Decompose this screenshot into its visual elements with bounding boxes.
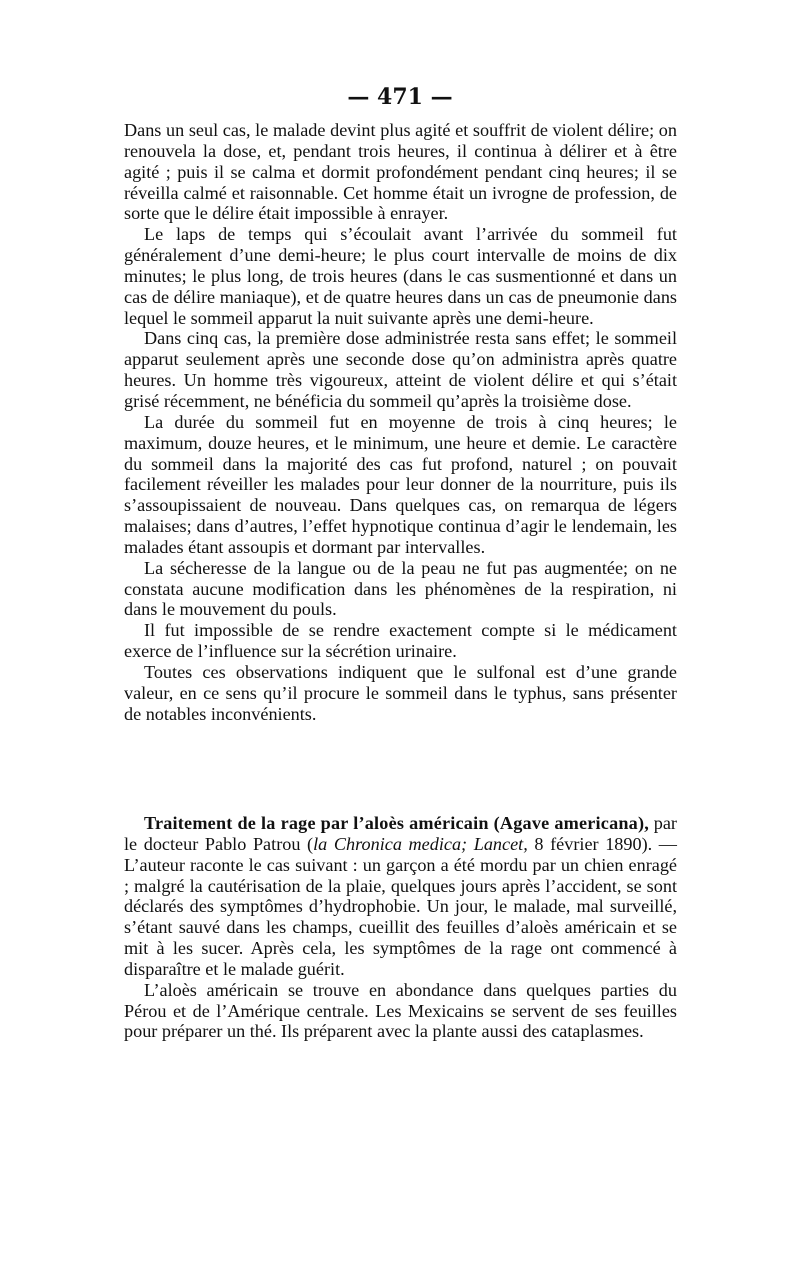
paragraph: Le laps de temps qui s’écoulait avant l’arrivée du sommeil fut généralement d’une demi-heure; le plus court intervalle de moins de dix minutes; le plus long, de trois heures (dans le cas susmentionné et dans un cas de délire maniaque), et de quatre heures dans un cas de pneumonie dans lequel le sommeil apparut la nuit suivante après une demi-heure.	[124, 224, 677, 328]
article-body-text: 8 février 1890). — L’auteur raconte le cas suivant : un garçon a été mordu par un chien enragé ; malgré la cautérisation de la plaie, quelques jours après l’accident, se sont déclarés des symptômes d’hydrophobie. Un jour, le malade, mal surveillé, s’étant sauvé dans les champs, cueillit des feuilles d’aloès américain et se mit à les sucer. Après cela, les symptômes de la rage ont commencé à disparaître et le malade guérit.	[124, 833, 677, 979]
article-opening-paragraph	[124, 813, 677, 980]
rabies-article	[124, 813, 677, 1042]
sulfonal-article	[124, 120, 677, 724]
paragraph: Il fut impossible de se rendre exactement compte si le médicament exerce de l’influence sur la sécrétion urinaire.	[124, 620, 677, 662]
author-credit: par le docteur Pablo Patrou (	[124, 813, 677, 854]
paragraph: Dans cinq cas, la première dose administrée resta sans effet; le sommeil apparut seulement après une seconde dose qu’on administra après quatre heures. Un homme très vigoureux, atteint de violent délire et qui s’était grisé récemment, ne bénéficia du sommeil qu’après la troisième dose.	[124, 328, 677, 411]
paragraph: Toutes ces observations indiquent que le sulfonal est d’une grande valeur, en ce sens qu’il procure le sommeil dans le typhus, sans présenter de notables inconvénients.	[124, 661, 677, 724]
paragraph: L’aloès américain se trouve en abondance dans quelques parties du Pérou et de l’Amérique centrale. Les Mexicains se servent de ses feuilles pour préparer un thé. Ils préparent avec la plante aussi des cataplasmes.	[124, 979, 677, 1042]
section-heading: Traitement de la rage par l’aloès américain (Agave americana),	[144, 813, 649, 833]
source-reference: la Chronica medica; Lancet,	[313, 833, 528, 854]
page-number: — 471 —	[347, 84, 453, 110]
paragraph: Dans un seul cas, le malade devint plus agité et souffrit de violent délire; on renouvela la dose, et, pendant trois heures, il continua à délirer et à être agité ; puis il se calma et dormit profondément pendant cinq heures; il se réveilla calmé et raisonnable. Cet homme était un ivrogne de profession, de sorte que le délire était impossible à enrayer.	[124, 120, 677, 224]
paragraph: La durée du sommeil fut en moyenne de trois à cinq heures; le maximum, douze heures, et le minimum, une heure et demie. Le caractère du sommeil dans la majorité des cas fut profond, naturel ; on pouvait facilement réveiller les malades pour leur donner de la nourriture, puis ils s’assoupissaient de nouveau. Dans quelques cas, on remarqua de légers malaises; dans d’autres, l’effet hypnotique continua d’agir le lendemain, les malades étant assoupis et dormant par intervalles.	[124, 411, 677, 557]
paragraph: La sécheresse de la langue ou de la peau ne fut pas augmentée; on ne constata aucune modification dans les phénomènes de la respiration, ni dans le mouvement du pouls.	[124, 557, 677, 620]
